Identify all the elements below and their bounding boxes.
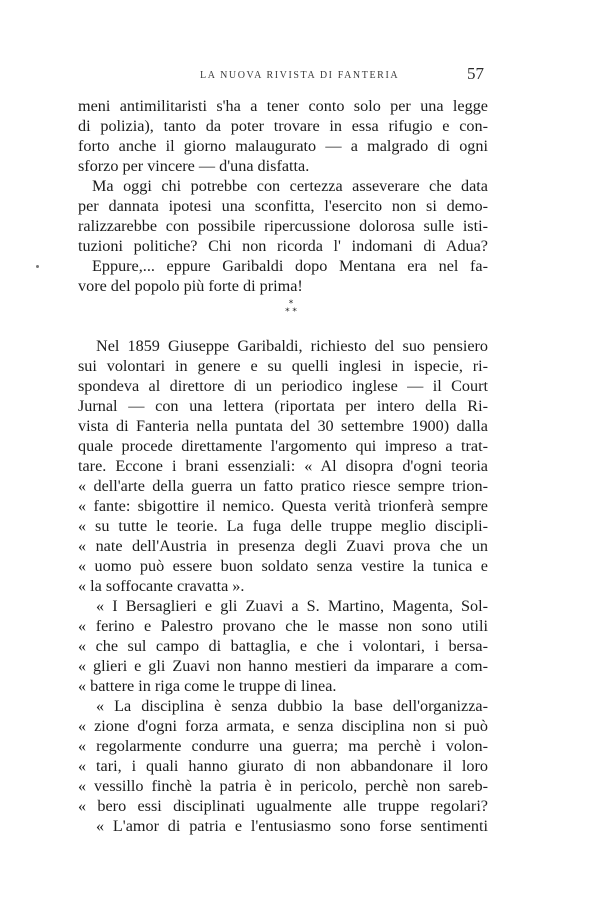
section-line: spondeva al direttore di un periodico inglese — il Court [78, 377, 488, 395]
section-line: « su tutte le teorie. La fuga delle truppe meglio discipli- [78, 517, 488, 535]
section-line: « la soffocante cravatta ». [78, 577, 245, 595]
section-line: « vessillo finchè la patria è in pericolo, perchè non sareb- [78, 777, 488, 795]
body-line: meni antimilitaristi s'ha a tener conto solo per una legge [78, 97, 488, 115]
margin-speck [36, 265, 39, 268]
section-line: « nate dell'Austria in presenza degli Zuavi prova che un [78, 537, 488, 555]
body-line: Ma oggi chi potrebbe con certezza asseverare che data [92, 177, 488, 195]
section-line: « dell'arte della guerra un fatto pratico riesce sempre trion- [78, 477, 488, 495]
section-line: « che sul campo di battaglia, e che i volontari, i bersa- [78, 637, 488, 655]
section-line: Nel 1859 Giuseppe Garibaldi, richiesto del suo pensiero [96, 337, 488, 355]
page-number: 57 [467, 64, 484, 83]
body-line: forto anche il giorno malaugurato — a malgrado di ogni [78, 137, 488, 155]
section-line: « fante: sbigottire il nemico. Questa verità trionferà sempre [78, 497, 488, 515]
section-line: « battere in riga come le truppe di linea. [78, 677, 337, 695]
body-line: sforzo per vincere — d'una disfatta. [78, 157, 310, 175]
section-line: « bero essi disciplinati ugualmente alle truppe regolari? [78, 797, 488, 815]
section-asterism [279, 300, 303, 316]
section-line: Jurnal — con una lettera (riportata per intero della Ri- [78, 397, 488, 415]
section-line: sui volontari in genere e su quelli inglesi in ispecie, ri- [78, 357, 488, 375]
running-title: LA NUOVA RIVISTA DI FANTERIA [200, 70, 400, 81]
section-line: « tari, i quali hanno giurato di non abbandonare il loro [78, 757, 488, 775]
section-line: « zione d'ogni forza armata, e senza disciplina non si può [78, 717, 488, 735]
section-line: vista di Fanteria nella puntata del 30 settembre 1900) dalla [78, 417, 488, 435]
body-line: per dannata ipotesi una sconfitta, l'esercito non si demo- [78, 197, 488, 215]
section-line: tare. Eccone i brani essenziali: « Al disopra d'ogni teoria [78, 457, 488, 475]
body-line: vore del popolo più forte di prima! [78, 277, 303, 295]
section-line: « L'amor di patria e l'entusiasmo sono forse sentimenti [96, 817, 488, 835]
body-line: di polizia), tanto da poter trovare in essa rifugio e con- [78, 117, 488, 135]
section-line: « La disciplina è senza dubbio la base dell'organizza- [96, 697, 488, 715]
section-line: « I Bersaglieri e gli Zuavi a S. Martino, Magenta, Sol- [96, 597, 488, 615]
section-line: « glieri e gli Zuavi non hanno mestieri da imparare a com- [78, 657, 488, 675]
body-line: tuzioni politiche? Chi non ricorda l' indomani di Adua? [78, 237, 488, 255]
section-line: « uomo può essere buon soldato senza vestire la tunica e [78, 557, 488, 575]
asterism-bottom: * * [285, 307, 297, 317]
body-line: Eppure,... eppure Garibaldi dopo Mentana era nel fa- [92, 257, 488, 275]
body-line: ralizzarebbe con possibile ripercussione dolorosa sulle isti- [78, 217, 488, 235]
section-line: « ferino e Palestro provano che le masse non sono utili [78, 617, 488, 635]
section-line: quale procede direttamente l'argomento qui impreso a trat- [78, 437, 488, 455]
section-line: « regolarmente condurre una guerra; ma perchè i volon- [78, 737, 488, 755]
asterism-top: * [288, 299, 294, 309]
